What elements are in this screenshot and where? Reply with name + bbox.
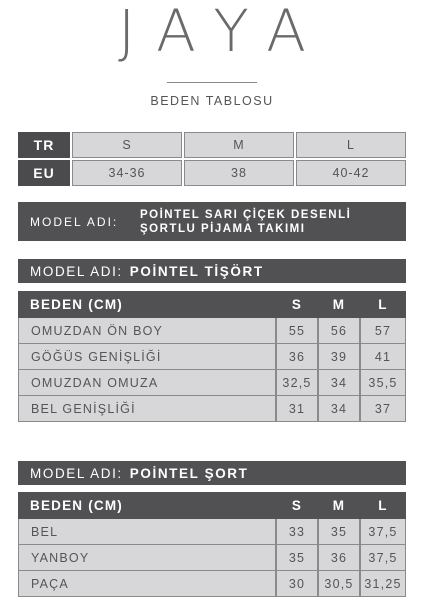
value-m: 36 [318,545,360,571]
eu-size-m: 38 [184,160,294,186]
shorts-model-label: MODEL ADI: [30,465,123,481]
tr-size-l: L [296,132,406,158]
header-s: S [291,297,303,312]
shorts-model-name: POİNTEL ŞORT [129,465,249,481]
table-header [18,492,406,519]
value-l: 37,5 [360,519,406,545]
table-row [18,571,406,597]
brand-logo: JAYA [118,0,328,65]
table-row [18,344,406,370]
table-row [18,519,406,545]
header-m: M [332,498,346,513]
header-size-cm: BEDEN (CM) [30,498,123,513]
shorts-measurement-table [18,492,406,597]
value-s: 30 [276,571,318,597]
tr-size-m: M [184,132,294,158]
table-header [18,291,406,318]
eu-size-l: 40-42 [296,160,406,186]
measure-name: YANBOY [18,545,276,571]
value-l: 31,25 [360,571,406,597]
measure-name: PAÇA [18,571,276,597]
value-s: 35 [276,545,318,571]
tshirt-measurement-table [18,291,406,422]
value-s: 32,5 [276,370,318,396]
tshirt-model-name: POİNTEL TİŞÖRT [129,263,264,279]
value-m: 34 [318,370,360,396]
eu-size-s: 34-36 [72,160,182,186]
measure-name: GÖĞÜS GENİŞLİĞİ [18,344,276,370]
value-l: 41 [360,344,406,370]
measure-name: OMUZDAN ÖN BOY [18,318,276,344]
value-m: 30,5 [318,571,360,597]
value-m: 39 [318,344,360,370]
value-m: 35 [318,519,360,545]
value-s: 31 [276,396,318,422]
header-l: L [378,297,388,312]
table-row [18,396,406,422]
tr-size-s: S [72,132,182,158]
header-m: M [332,297,346,312]
value-l: 57 [360,318,406,344]
value-s: 55 [276,318,318,344]
value-l: 37,5 [360,545,406,571]
header-s: S [291,498,303,513]
value-m: 34 [318,396,360,422]
shorts-section-title [18,461,406,485]
tshirt-section-title [18,259,406,283]
value-s: 36 [276,344,318,370]
value-m: 56 [318,318,360,344]
value-l: 37 [360,396,406,422]
model-name-line1: POİNTEL SARI ÇİÇEK DESENLİ [140,208,352,221]
model-label: MODEL ADI: [30,214,119,229]
header-size-cm: BEDEN (CM) [30,297,123,312]
tr-label: TR [18,132,70,158]
size-conversion-table [18,132,406,186]
model-banner [18,202,406,241]
measure-name: BEL [18,519,276,545]
table-row [18,318,406,344]
model-name [140,208,351,236]
table-row [18,370,406,396]
measure-name: BEL GENİŞLİĞİ [18,396,276,422]
model-name-line2: ŞORTLU PİJAMA TAKIMI [140,222,306,235]
eu-label: EU [18,160,70,186]
value-l: 35,5 [360,370,406,396]
measure-name: OMUZDAN OMUZA [18,370,276,396]
header-l: L [378,498,388,513]
value-s: 33 [276,519,318,545]
page-subtitle: BEDEN TABLOSU [150,94,274,108]
logo-divider [167,82,257,83]
tshirt-model-label: MODEL ADI: [30,263,123,279]
table-row [18,545,406,571]
